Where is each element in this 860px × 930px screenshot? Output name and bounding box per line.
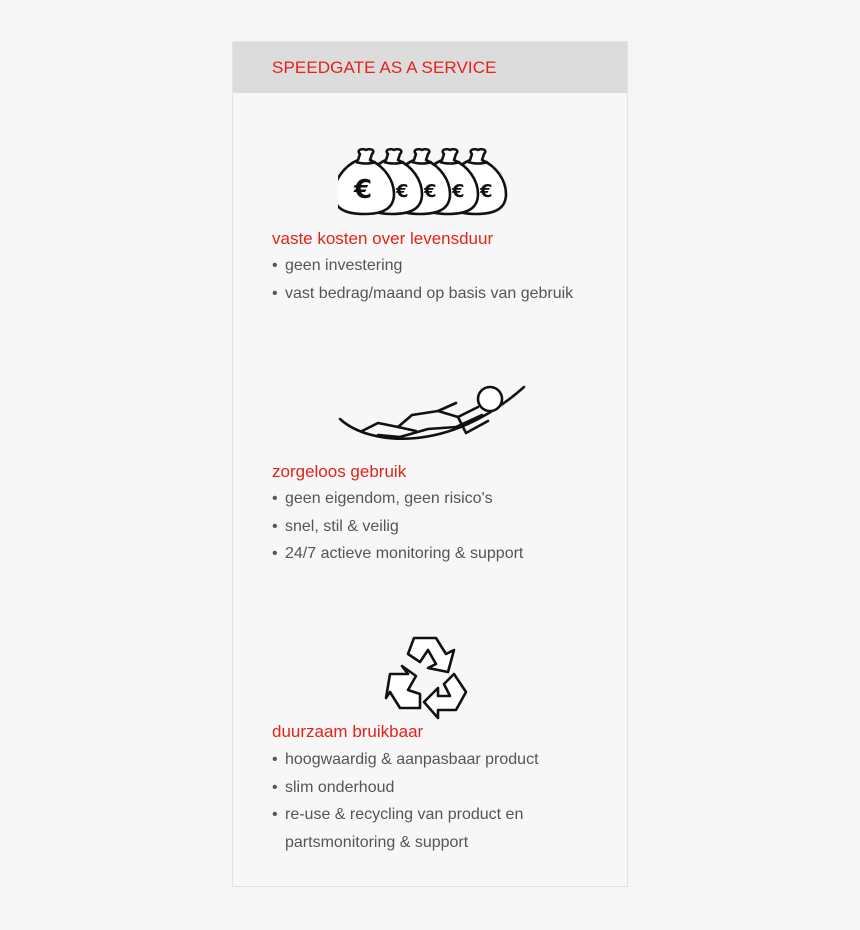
- section-fixed-costs: [272, 146, 612, 316]
- euro-sign: €: [452, 181, 465, 202]
- euro-sign: €: [396, 181, 409, 202]
- list-item: • hoogwaardig & aanpasbaar product: [272, 751, 539, 768]
- euro-sign: €: [354, 175, 373, 205]
- bullet-list: [272, 485, 585, 568]
- service-card: [232, 41, 628, 887]
- euro-sign: €: [480, 181, 493, 202]
- bullet-list: [272, 252, 585, 307]
- section-heading: vaste kosten over levensduur: [272, 229, 494, 248]
- list-item: • 24/7 actieve monitoring & support: [272, 545, 524, 562]
- section-sustainable: [272, 632, 612, 872]
- euro-sign: €: [424, 181, 437, 202]
- section-heading: duurzaam bruikbaar: [272, 722, 424, 741]
- section-heading: zorgeloos gebruik: [272, 462, 407, 481]
- list-item: • snel, stil & veilig: [272, 517, 399, 535]
- list-item: • vast bedrag/maand op basis van gebruik: [272, 284, 574, 302]
- section-carefree-use: [272, 385, 612, 575]
- recycle-icon: [384, 632, 476, 725]
- list-item: • geen eigendom, geen risico's: [272, 490, 493, 507]
- bullet-list: [272, 746, 585, 856]
- card-title: SPEEDGATE AS A SERVICE: [272, 57, 497, 77]
- list-item: • re-use & recycling van product en partsmonitoring & support: [272, 806, 524, 851]
- money-bags-icon: [338, 146, 514, 223]
- card-header: [233, 42, 627, 93]
- hammock-icon: [338, 385, 528, 460]
- list-item: • geen investering: [272, 257, 403, 274]
- list-item: • slim onderhoud: [272, 778, 395, 796]
